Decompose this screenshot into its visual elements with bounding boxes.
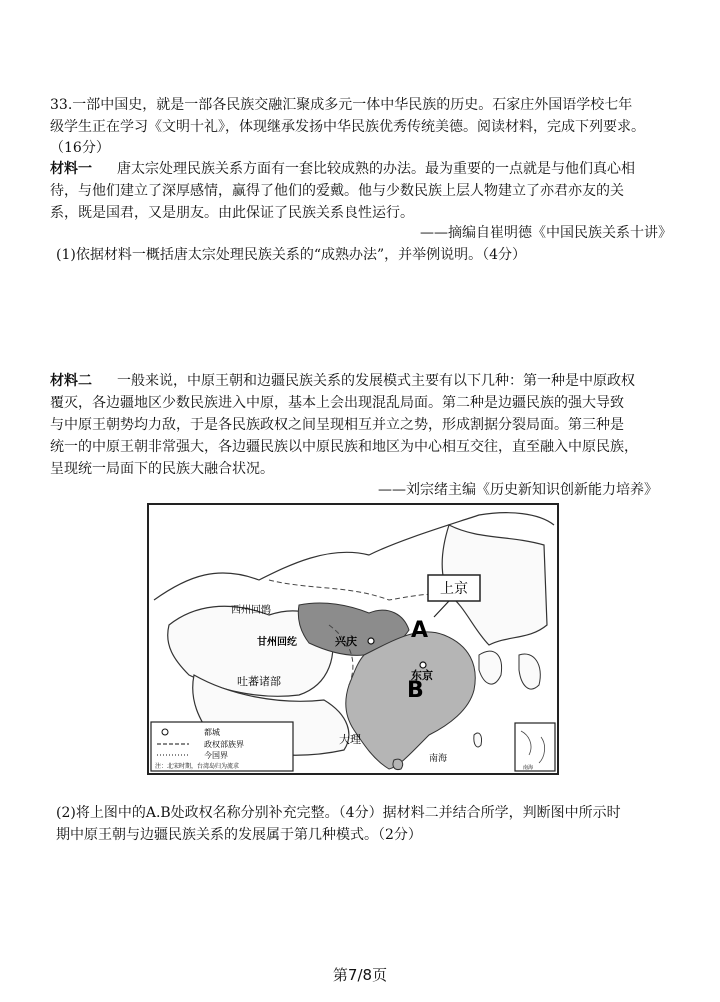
map-hainan: [393, 759, 403, 769]
material2-line1: 一般来说，中原王朝和边疆民族关系的发展模式主要有以下几种：第一种是中原政权: [117, 373, 635, 389]
question-score: （16分）: [50, 140, 110, 156]
xizhou-huigu-label: 西州回鹘: [231, 605, 271, 616]
material2-line5: 呈现统一局面下的民族大融合状况。: [50, 461, 274, 477]
map-japan: [519, 654, 540, 689]
dongjing-capital-icon: [420, 662, 426, 668]
inset-box: [515, 723, 555, 771]
label-a: A: [411, 618, 429, 643]
legend-capital-icon: [162, 729, 168, 735]
material2-label: 材料二: [50, 373, 92, 389]
ganzhou-huigu-label: 甘州回纥: [257, 637, 297, 648]
xingqing-label: 兴庆: [335, 635, 357, 648]
material1-line2: 待，与他们建立了深厚感情，赢得了他们的爱戴。他与少数民族上层人物建立了亦君亦友的关: [50, 183, 624, 199]
material1-source: ——摘编自崔明德《中国民族关系十讲》: [420, 225, 672, 241]
dali-label: 大理: [339, 733, 361, 746]
label-b: B: [407, 678, 424, 703]
material1-label: 材料一: [50, 161, 92, 177]
question-stem-line1: 33.一部中国史，就是一部各民族交融汇聚成多元一体中华民族的历史。石家庄外国语学校七年: [50, 97, 633, 113]
xingqing-capital-icon: [368, 638, 374, 644]
tubo-label: 吐蕃诸部: [237, 675, 281, 688]
map-taiwan: [474, 733, 482, 747]
legend-today-label: 今国界: [204, 751, 228, 760]
question-1: (1)依据材料一概括唐太宗处理民族关系的“成熟办法”，并举例说明。（4分）: [56, 247, 527, 263]
material2-line4: 统一的中原王朝非常强大，各边疆民族以中原民族和地区为中心相互交往，直至融入中原民族，: [50, 439, 638, 455]
legend-capital-label: 都城: [204, 728, 220, 737]
legend-boundary-label: 政权部族界: [204, 740, 244, 749]
shangjing-label: 上京: [440, 581, 468, 597]
map-svg: [149, 505, 557, 773]
material2-line2: 覆灭，各边疆地区少数民族进入中原，基本上会出现混乱局面。第二种是边疆民族的强大导致: [50, 395, 624, 411]
material2-line3: 与中原王朝势均力敌，于是各民族政权之间呈现相互并立之势，形成割据分裂局面。第三种是: [50, 417, 624, 433]
shangjing-pointer: [434, 601, 449, 617]
historical-map: [147, 503, 559, 775]
question-2-line2: 期中原王朝与边疆民族关系的发展属于第几种模式。（2分）: [56, 827, 422, 843]
legend-note: 注：北宋时期，台湾岛归为流求: [155, 763, 240, 770]
map-korea: [479, 651, 502, 684]
question-stem-line2: 级学生正在学习《文明十礼》，体现继承发扬中华民族优秀传统美德。阅读材料，完成下列要求。: [50, 119, 645, 135]
material1-line1: 唐太宗处理民族关系方面有一套比较成熟的办法。最为重要的一点就是与他们真心相: [117, 161, 635, 177]
question-2-line1: (2)将上图中的A.B处政权名称分别补充完整。（4分）据材料二并结合所学，判断图中所示时: [56, 805, 621, 821]
dongjing-label: 东京: [411, 669, 433, 682]
inset-label: 南海: [523, 765, 534, 771]
material1-line3: 系，既是国君，又是朋友。由此保证了民族关系良性运行。: [50, 205, 414, 221]
page-number: 第7/8页: [332, 966, 388, 984]
material2-source: ——刘宗绪主编《历史新知识创新能力培养》: [378, 482, 658, 498]
nanhai-label: 南海: [429, 754, 448, 764]
